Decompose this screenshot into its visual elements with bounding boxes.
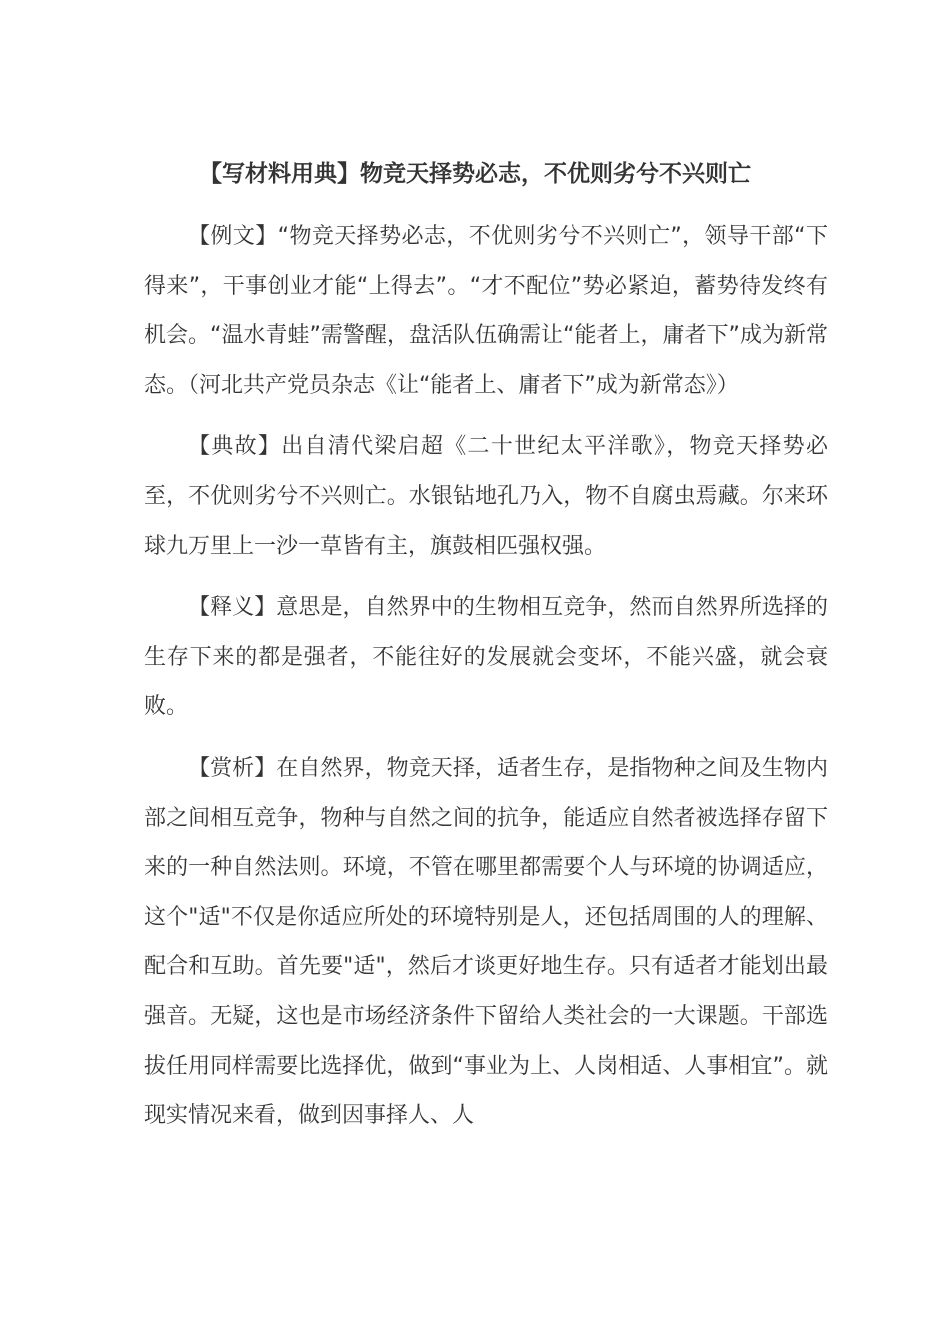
paragraph-meaning: [144, 583, 828, 732]
paragraph-label: 【典故】: [188, 434, 282, 460]
paragraph-text: 出自清代梁启超《二十世纪太平洋歌》，物竞天择势必至，不优则劣兮不兴则亡。水银钻地孔乃入，物不自腐虫焉藏。尔来环球九万里上一沙一草皆有主，旗鼓相匹强权强。: [144, 434, 828, 559]
paragraph-analysis: [144, 744, 828, 1141]
paragraph-example: [144, 212, 828, 410]
document-body: [144, 212, 828, 1153]
paragraph-text: “物竞天择势必志，不优则劣兮不兴则亡”，领导干部“下得来”，干事创业才能“上得去”。“才不配位”势必紧迫，蓄势待发终有机会。“温水青蛙”需警醒，盘活队伍确需让“能者上，庸者下”成为新常态。（河北共产党员杂志《让“能者上、庸者下”成为新常态》）: [144, 224, 828, 398]
paragraph-text: 意思是，自然界中的生物相互竞争，然而自然界所选择的生存下来的都是强者，不能往好的发展就会变坏，不能兴盛，就会衰败。: [144, 595, 828, 720]
paragraph-text: 在自然界，物竞天择，适者生存，是指物种之间及生物内部之间相互竞争，物种与自然之间的抗争，能适应自然者被选择存留下来的一种自然法则。环境，不管在哪里都需要个人与环境的协调适应，这个"适"不仅是你适应所处的环境特别是人，还包括周围的人的理解、配合和互助。首先要"适"，然后才谈更好地生存。只有适者才能划出最强音。无疑，这也是市场经济条件下留给人类社会的一大课题。干部选拔任用同样需要比选择优，做到“事业为上、人岗相适、人事相宜”。就现实情况来看，做到因事择人、人: [144, 755, 828, 1129]
paragraph-label: 【例文】: [188, 224, 278, 249]
document-title: 【写材料用典】物竞天择势必志，不优则劣兮不兴则亡: [199, 161, 751, 187]
paragraph-label: 【赏析】: [188, 755, 277, 781]
paragraph-allusion: [144, 422, 828, 571]
paragraph-label: 【释义】: [188, 595, 277, 621]
